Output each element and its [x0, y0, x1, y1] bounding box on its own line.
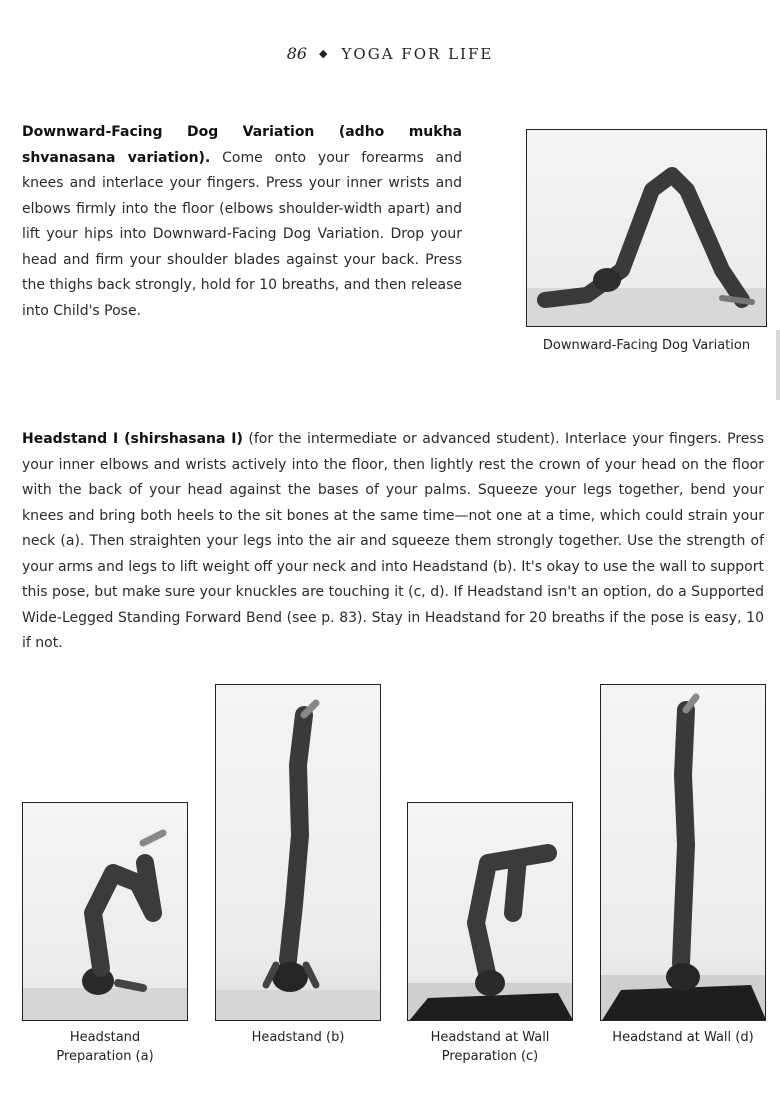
headstand-body: (for the intermediate or advanced student). Interlace your fingers. Press your inner elbows and wrists actively into the floor, then lightly rest the crown of your head on the floor with the back of your head against the bases of your palms. Squeeze your legs together, bend your knees and bring both heels to the sit bones at the same time—not one at a time, which could strain your neck (a). Then straighten your legs into the air and squeeze them strongly together. Use the strength of your arms and legs to lift weight off your neck and into Headstand (b). It's okay to use the wall to support this pose, but make sure your knuckles are touching it (c, d). If Headstand isn't an option, do a Supported Wide-Legged Standing Forward Bend (see p. 83). Stay in Headstand for 20 breaths if the pose is easy, 10 if not. — [22, 431, 764, 651]
caption-d: Headstand at Wall (d) — [612, 1030, 754, 1045]
downward-dog-caption: Downward-Facing Dog Variation — [542, 338, 751, 353]
downward-dog-paragraph — [22, 120, 462, 324]
downward-dog-heading: Downward-Facing Dog Variation (adho mukha shvanasana variation). — [22, 124, 462, 166]
headstand-wall-photo — [600, 684, 766, 1021]
caption-b: Headstand (b) — [251, 1030, 345, 1045]
headstand-wall-preparation-photo — [407, 802, 573, 1021]
page-edge-shadow — [776, 330, 780, 400]
caption-c: Headstand at Wall Preparation (c) — [430, 1030, 550, 1064]
headstand-heading: Headstand I (shirshasana I) — [22, 431, 243, 447]
headstand-paragraph — [22, 427, 764, 657]
running-header — [0, 44, 780, 63]
header-separator: ◆ — [319, 47, 330, 60]
headstand-preparation-photo — [22, 802, 188, 1021]
downward-dog-body: Come onto your forearms and knees and interlace your fingers. Press your inner wrists and elbows firmly into the floor (elbows shoulder-width apart) and lift your hips into Downward-Facing Dog Variation. Drop your head and firm your shoulder blades against your back. Press the thighs back strongly, hold for 10 breaths, and then release into Child's Pose. — [22, 149, 463, 319]
headstand-photo — [215, 684, 381, 1021]
book-title: YOGA FOR LIFE — [341, 45, 494, 63]
downward-dog-photo — [526, 129, 767, 327]
caption-a: Headstand Preparation (a) — [56, 1030, 154, 1064]
page-number: 86 — [286, 44, 308, 63]
